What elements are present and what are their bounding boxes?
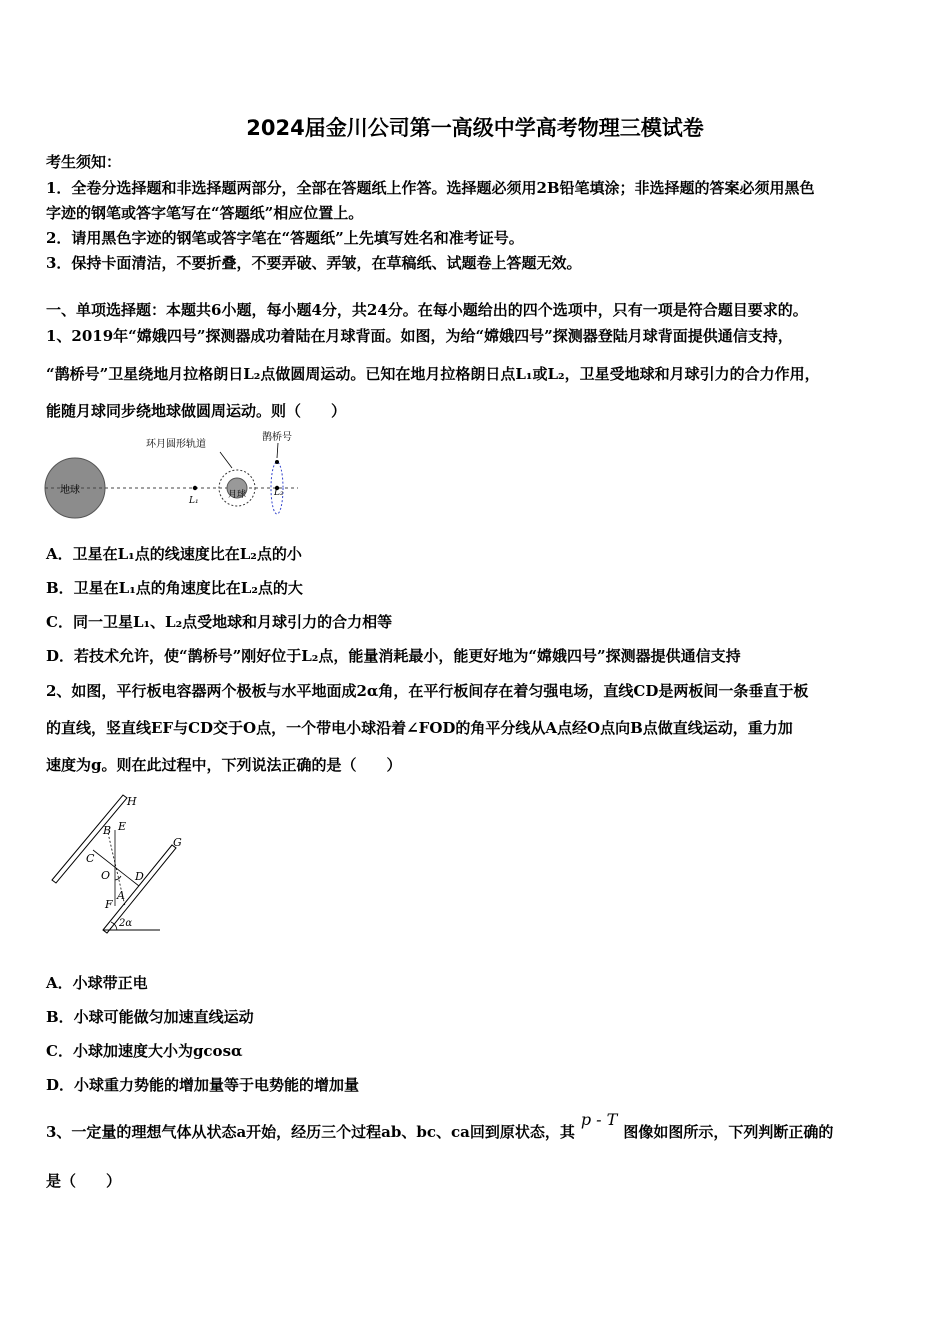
notice-heading: 考生须知： xyxy=(46,153,122,171)
satellite-pointer xyxy=(277,443,278,458)
satellite-label: 鹊桥号 xyxy=(262,432,292,443)
question-2-option: D．小球重力势能的增加量等于电势能的增加量 xyxy=(46,1076,360,1094)
question-1-option: A．卫星在L₁点的线速度比在L₂点的小 xyxy=(46,545,302,563)
l1-point xyxy=(193,486,197,490)
question-1-line: 能随月球同步绕地球做圆周运动。则（ ） xyxy=(46,402,347,420)
page-title: 2024届金川公司第一高级中学高考物理三模试卷 xyxy=(246,116,704,140)
notice-item: 字迹的钢笔或答字笔写在“答题纸”相应位置上。 xyxy=(46,204,364,222)
question-3-line: 是（ ） xyxy=(46,1172,122,1190)
label-B: B xyxy=(103,824,112,837)
relay-satellite xyxy=(275,460,279,464)
question-3-text: 3、一定量的理想气体从状态a开始，经历三个过程ab、bc、ca回到原状态，其 xyxy=(46,1123,575,1141)
question-1-line: “鹊桥号”卫星绕地月拉格朗日L₂点做圆周运动。已知在地月拉格朗日点L₁或L₂，卫星受地球和月球引力的合力作用， xyxy=(46,365,820,383)
question-2-option: A．小球带正电 xyxy=(46,974,148,992)
question-2-line: 速度为g。则在此过程中，下列说法正确的是（ ） xyxy=(46,756,402,774)
left-plate xyxy=(52,795,127,883)
label-C: C xyxy=(86,852,95,865)
label-F: F xyxy=(105,898,113,911)
question-2-line: 的直线，竖直线EF与CD交于O点，一个带电小球沿着∠FOD的角平分线从A点经O点向B点做直线运动，重力加 xyxy=(46,719,793,737)
question-2-option: C．小球加速度大小为gcosα xyxy=(46,1042,243,1060)
moon-label: 月球 xyxy=(228,490,247,500)
line-CD xyxy=(93,850,139,886)
question-2-option: B．小球可能做匀加速直线运动 xyxy=(46,1008,254,1026)
notice-item: 3．保持卡面清洁，不要折叠，不要弄破、弄皱，在草稿纸、试题卷上答题无效。 xyxy=(46,254,582,272)
orbit-pointer xyxy=(220,452,232,468)
capacitor-figure xyxy=(45,788,195,938)
question-1-option: D．若技术允许，使“鹊桥号”刚好位于L₂点，能量消耗最小，能更好地为“嫦娥四号”探测器提供通信支持 xyxy=(46,647,741,665)
label-G: G xyxy=(173,836,182,849)
notice-item: 1．全卷分选择题和非选择题两部分，全部在答题纸上作答。选择题必须用2B铅笔填涂；非选择题的答案必须用黑色 xyxy=(46,179,815,197)
section-heading: 一、单项选择题：本题共6小题，每小题4分，共24分。在每小题给出的四个选项中，只有一项是符合题目要求的。 xyxy=(46,301,808,319)
question-3-line xyxy=(46,1110,834,1142)
notice-item: 2．请用黑色字迹的钢笔或答字笔在“答题纸”上先填写姓名和准考证号。 xyxy=(46,229,524,247)
label-H: H xyxy=(127,795,137,808)
label-2alpha: 2α xyxy=(119,918,133,929)
label-E: E xyxy=(118,820,127,833)
question-1-option: C．同一卫星L₁、L₂点受地球和月球引力的合力相等 xyxy=(46,613,393,631)
label-O: O xyxy=(101,869,111,882)
question-3-text-continued: 图像如图所示，下列判断正确的 xyxy=(623,1123,834,1141)
label-D: D xyxy=(135,870,144,883)
question-1-line: 1、2019年“嫦娥四号”探测器成功着陆在月球背面。如图，为给“嫦娥四号”探测器登陆月球背面提供通信支持， xyxy=(46,327,793,345)
label-A: A xyxy=(117,889,125,902)
earth-label: 地球 xyxy=(60,485,80,496)
orbit-label: 环月圆形轨道 xyxy=(146,439,206,450)
p-t-formula: p - T xyxy=(580,1110,618,1129)
question-1-option: B．卫星在L₁点的角速度比在L₂点的大 xyxy=(46,579,303,597)
l1-label: L₁ xyxy=(189,496,199,506)
l2-label: L₂ xyxy=(274,488,284,498)
earth-moon-figure xyxy=(40,425,310,525)
question-2-line: 2、如图，平行板电容器两个极板与水平地面成2α角，在平行板间存在着匀强电场，直线CD是两板间一条垂直于板 xyxy=(46,682,809,700)
